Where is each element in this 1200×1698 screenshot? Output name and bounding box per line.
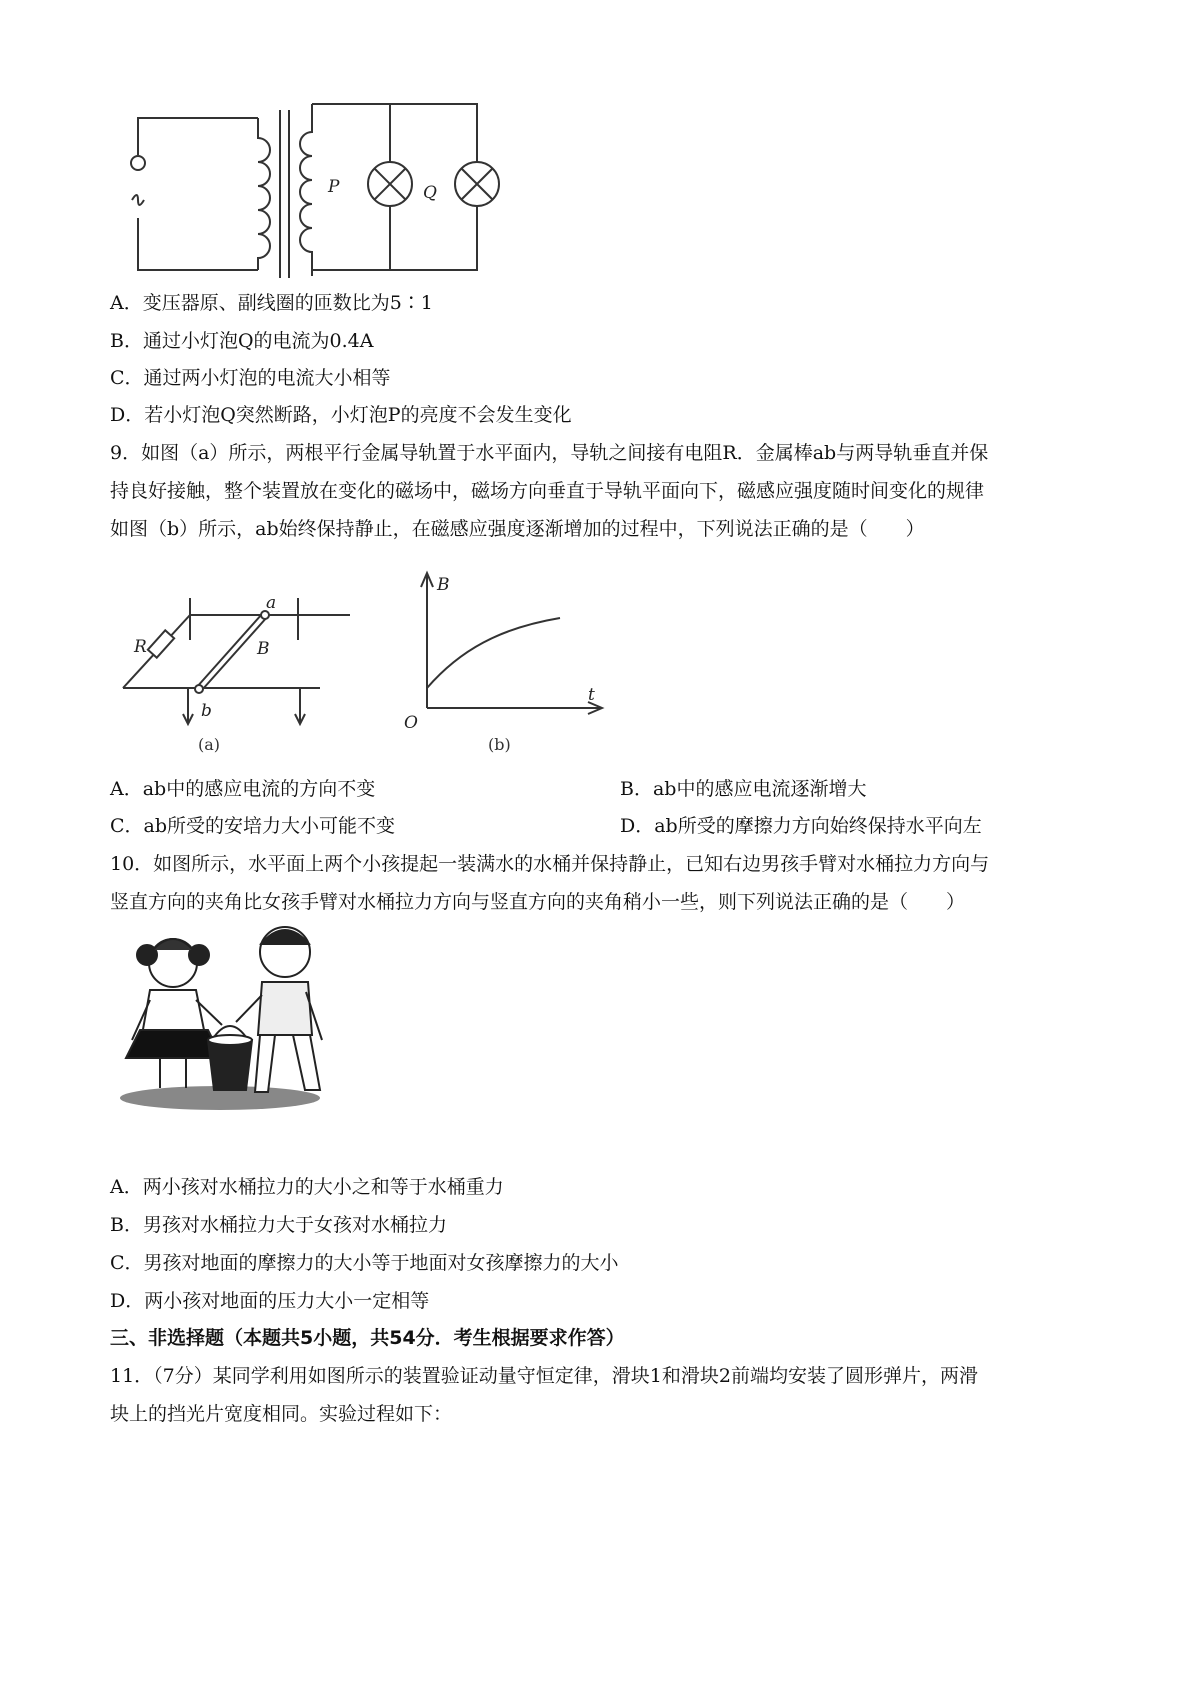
q10-stem-line2: 竖直方向的夹角比女孩手臂对水桶拉力方向与竖直方向的夹角稍小一些，则下列说法正确的是（ ）: [110, 891, 966, 913]
lamp-q-label: Q: [423, 183, 437, 203]
q8-option-b: B．通过小灯泡Q的电流为0.4A: [110, 330, 374, 352]
lamp-p-label: P: [328, 177, 340, 197]
q9-option-b: B．ab中的感应电流逐渐增大: [620, 778, 867, 800]
q9-option-d: D．ab所受的摩擦力方向始终保持水平向左: [620, 815, 982, 837]
figure-b-caption: (b): [488, 735, 511, 754]
rod-end-a-label: a: [266, 593, 277, 613]
section-3-title: 三、非选择题（本题共5小题，共54分．考生根据要求作答）: [110, 1327, 625, 1349]
rod-end-b-label: b: [201, 701, 212, 721]
q9-stem-line1: 9．如图（a）所示，两根平行金属导轨置于水平面内，导轨之间接有电阻R．金属棒ab与两导轨垂直并保: [110, 442, 989, 464]
resistor-label: R: [134, 637, 147, 657]
q9-option-a: A．ab中的感应电流的方向不变: [110, 778, 376, 800]
figure-a-caption: (a): [198, 735, 221, 754]
graph-axis-b-label: B: [437, 575, 450, 595]
field-b-label: B: [257, 639, 270, 659]
q10-option-d: D．两小孩对地面的压力大小一定相等: [110, 1290, 430, 1312]
q8-option-a: A．变压器原、副线圈的匝数比为5∶1: [110, 292, 433, 314]
q10-option-b: B．男孩对水桶拉力大于女孩对水桶拉力: [110, 1214, 447, 1236]
q9-stem-line2: 持良好接触，整个装置放在变化的磁场中，磁场方向垂直于导轨平面向下，磁感应强度随时间变化的规律: [110, 480, 985, 502]
q8-option-c: C．通过两小灯泡的电流大小相等: [110, 367, 391, 389]
q9-stem-line3: 如图（b）所示，ab始终保持静止，在磁感应强度逐渐增加的过程中，下列说法正确的是（ ）: [110, 518, 925, 540]
q10-option-a: A．两小孩对水桶拉力的大小之和等于水桶重力: [110, 1176, 504, 1198]
q10-option-c: C．男孩对地面的摩擦力的大小等于地面对女孩摩擦力的大小: [110, 1252, 619, 1274]
q11-stem-line2: 块上的挡光片宽度相同。实验过程如下：: [110, 1403, 453, 1425]
q8-option-d: D．若小灯泡Q突然断路，小灯泡P的亮度不会发生变化: [110, 404, 572, 426]
graph-origin-label: O: [404, 713, 418, 733]
q9-option-c: C．ab所受的安培力大小可能不变: [110, 815, 396, 837]
q10-stem-line1: 10．如图所示，水平面上两个小孩提起一装满水的水桶并保持静止，已知右边男孩手臂对水桶拉力方向与: [110, 853, 990, 875]
q11-stem-line1: 11．（7分）某同学利用如图所示的装置验证动量守恒定律，滑块1和滑块2前端均安装了圆形弹片，两滑: [110, 1365, 978, 1387]
graph-axis-t-label: t: [588, 685, 595, 705]
